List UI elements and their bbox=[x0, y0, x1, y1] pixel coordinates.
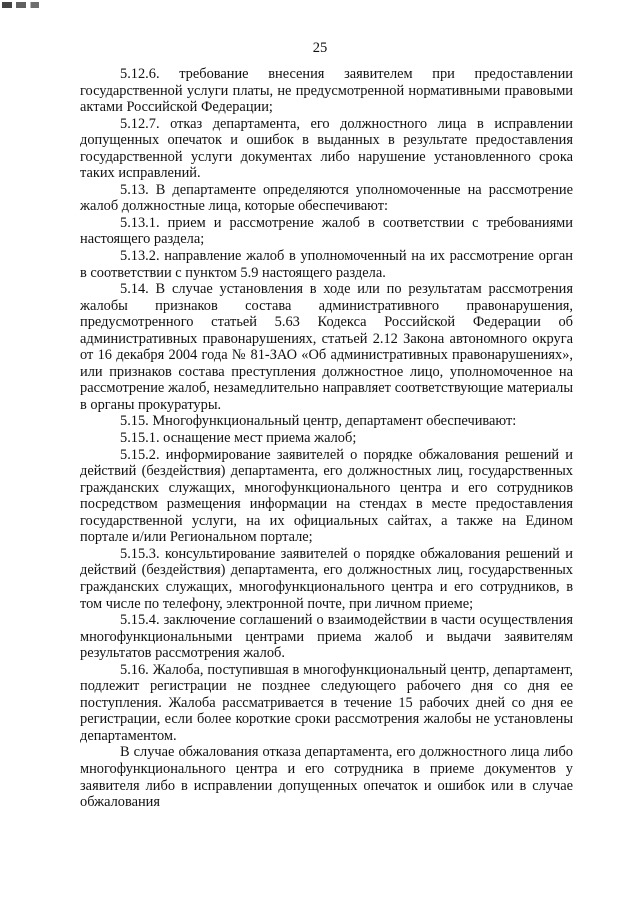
paragraph-5-15-3: 5.15.3. консультирование заявителей о порядке обжалования решений и действий (бездействия) департамента, его должностных лиц, государственных гражданских служащих, многофункционального центра и его сотрудников, в том числе по телефону, электронной почте, при личном приеме; bbox=[80, 545, 573, 612]
paragraph-5-15-2: 5.15.2. информирование заявителей о порядке обжалования решений и действий (бездействия) департамента, его должностных лиц, государственных гражданских служащих, многофункционального центра и его сотрудников посредством размещения информации на стендах в месте предоставления государственной услуги, на их официальных сайтах, а также на Едином портале и/или Региональном портале; bbox=[80, 446, 573, 546]
paragraph-5-16: 5.16. Жалоба, поступившая в многофункциональный центр, департамент, подлежит регистрации не позднее следующего рабочего дня со дня ее поступления. Жалоба рассматривается в течение 15 рабочих дней со дня ее регистрации, если более короткие сроки рассмотрения жалобы не установлены департаментом. bbox=[80, 661, 573, 744]
paragraph-5-13-2: 5.13.2. направление жалоб в уполномоченный на их рассмотрение орган в соответствии с пунктом 5.9 настоящего раздела. bbox=[80, 248, 573, 281]
paragraph-5-15-1: 5.15.1. оснащение мест приема жалоб; bbox=[120, 430, 357, 447]
page-number: 25 bbox=[312, 40, 328, 56]
paragraph-5-15: 5.15. Многофункциональный центр, департамент обеспечивают: bbox=[120, 413, 517, 430]
document-body bbox=[80, 66, 573, 811]
scan-corner-mark bbox=[2, 2, 48, 8]
paragraph-5-14: 5.14. В случае установления в ходе или по результатам рассмотрения жалобы признаков состава административного правонарушения, предусмотренного статьей 5.63 Кодекса Российской Федерации об административных правонарушениях, статьей 2.12 Закона автономного округа от 16 декабря 2004 года № 81-ЗАО «Об административных правонарушениях», или признаков состава преступления должностное лицо, уполномоченное на рассмотрение жалоб, незамедлительно направляет соответствующие материалы в органы прокуратуры. bbox=[80, 281, 573, 413]
paragraph-5-15-4: 5.15.4. заключение соглашений о взаимодействии в части осуществления многофункциональными центрами приема жалоб и выдачи заявителям результатов рассмотрения жалоб. bbox=[80, 612, 573, 662]
paragraph-5-12-6: 5.12.6. требование внесения заявителем при предоставлении государственной услуги платы, не предусмотренной нормативными правовыми актами Российской Федерации; bbox=[80, 66, 573, 116]
paragraph-5-13-1: 5.13.1. прием и рассмотрение жалоб в соответствии с требованиями настоящего раздела; bbox=[80, 214, 573, 248]
paragraph-appeal-refusal: В случае обжалования отказа департамента, его должностного лица либо многофункционального центра и его сотрудника в приеме документов у заявителя либо в исправлении допущенных опечаток и ошибок или в случае обжалования bbox=[80, 744, 573, 811]
paragraph-5-13: 5.13. В департаменте определяются уполномоченные на рассмотрение жалоб должностные лица, которые обеспечивают: bbox=[80, 181, 573, 215]
paragraph-5-12-7: 5.12.7. отказ департамента, его должностного лица в исправлении допущенных опечаток и ошибок в выданных в результате предоставления государственной услуги документах либо нарушение установленного срока таких исправлений. bbox=[80, 115, 573, 182]
